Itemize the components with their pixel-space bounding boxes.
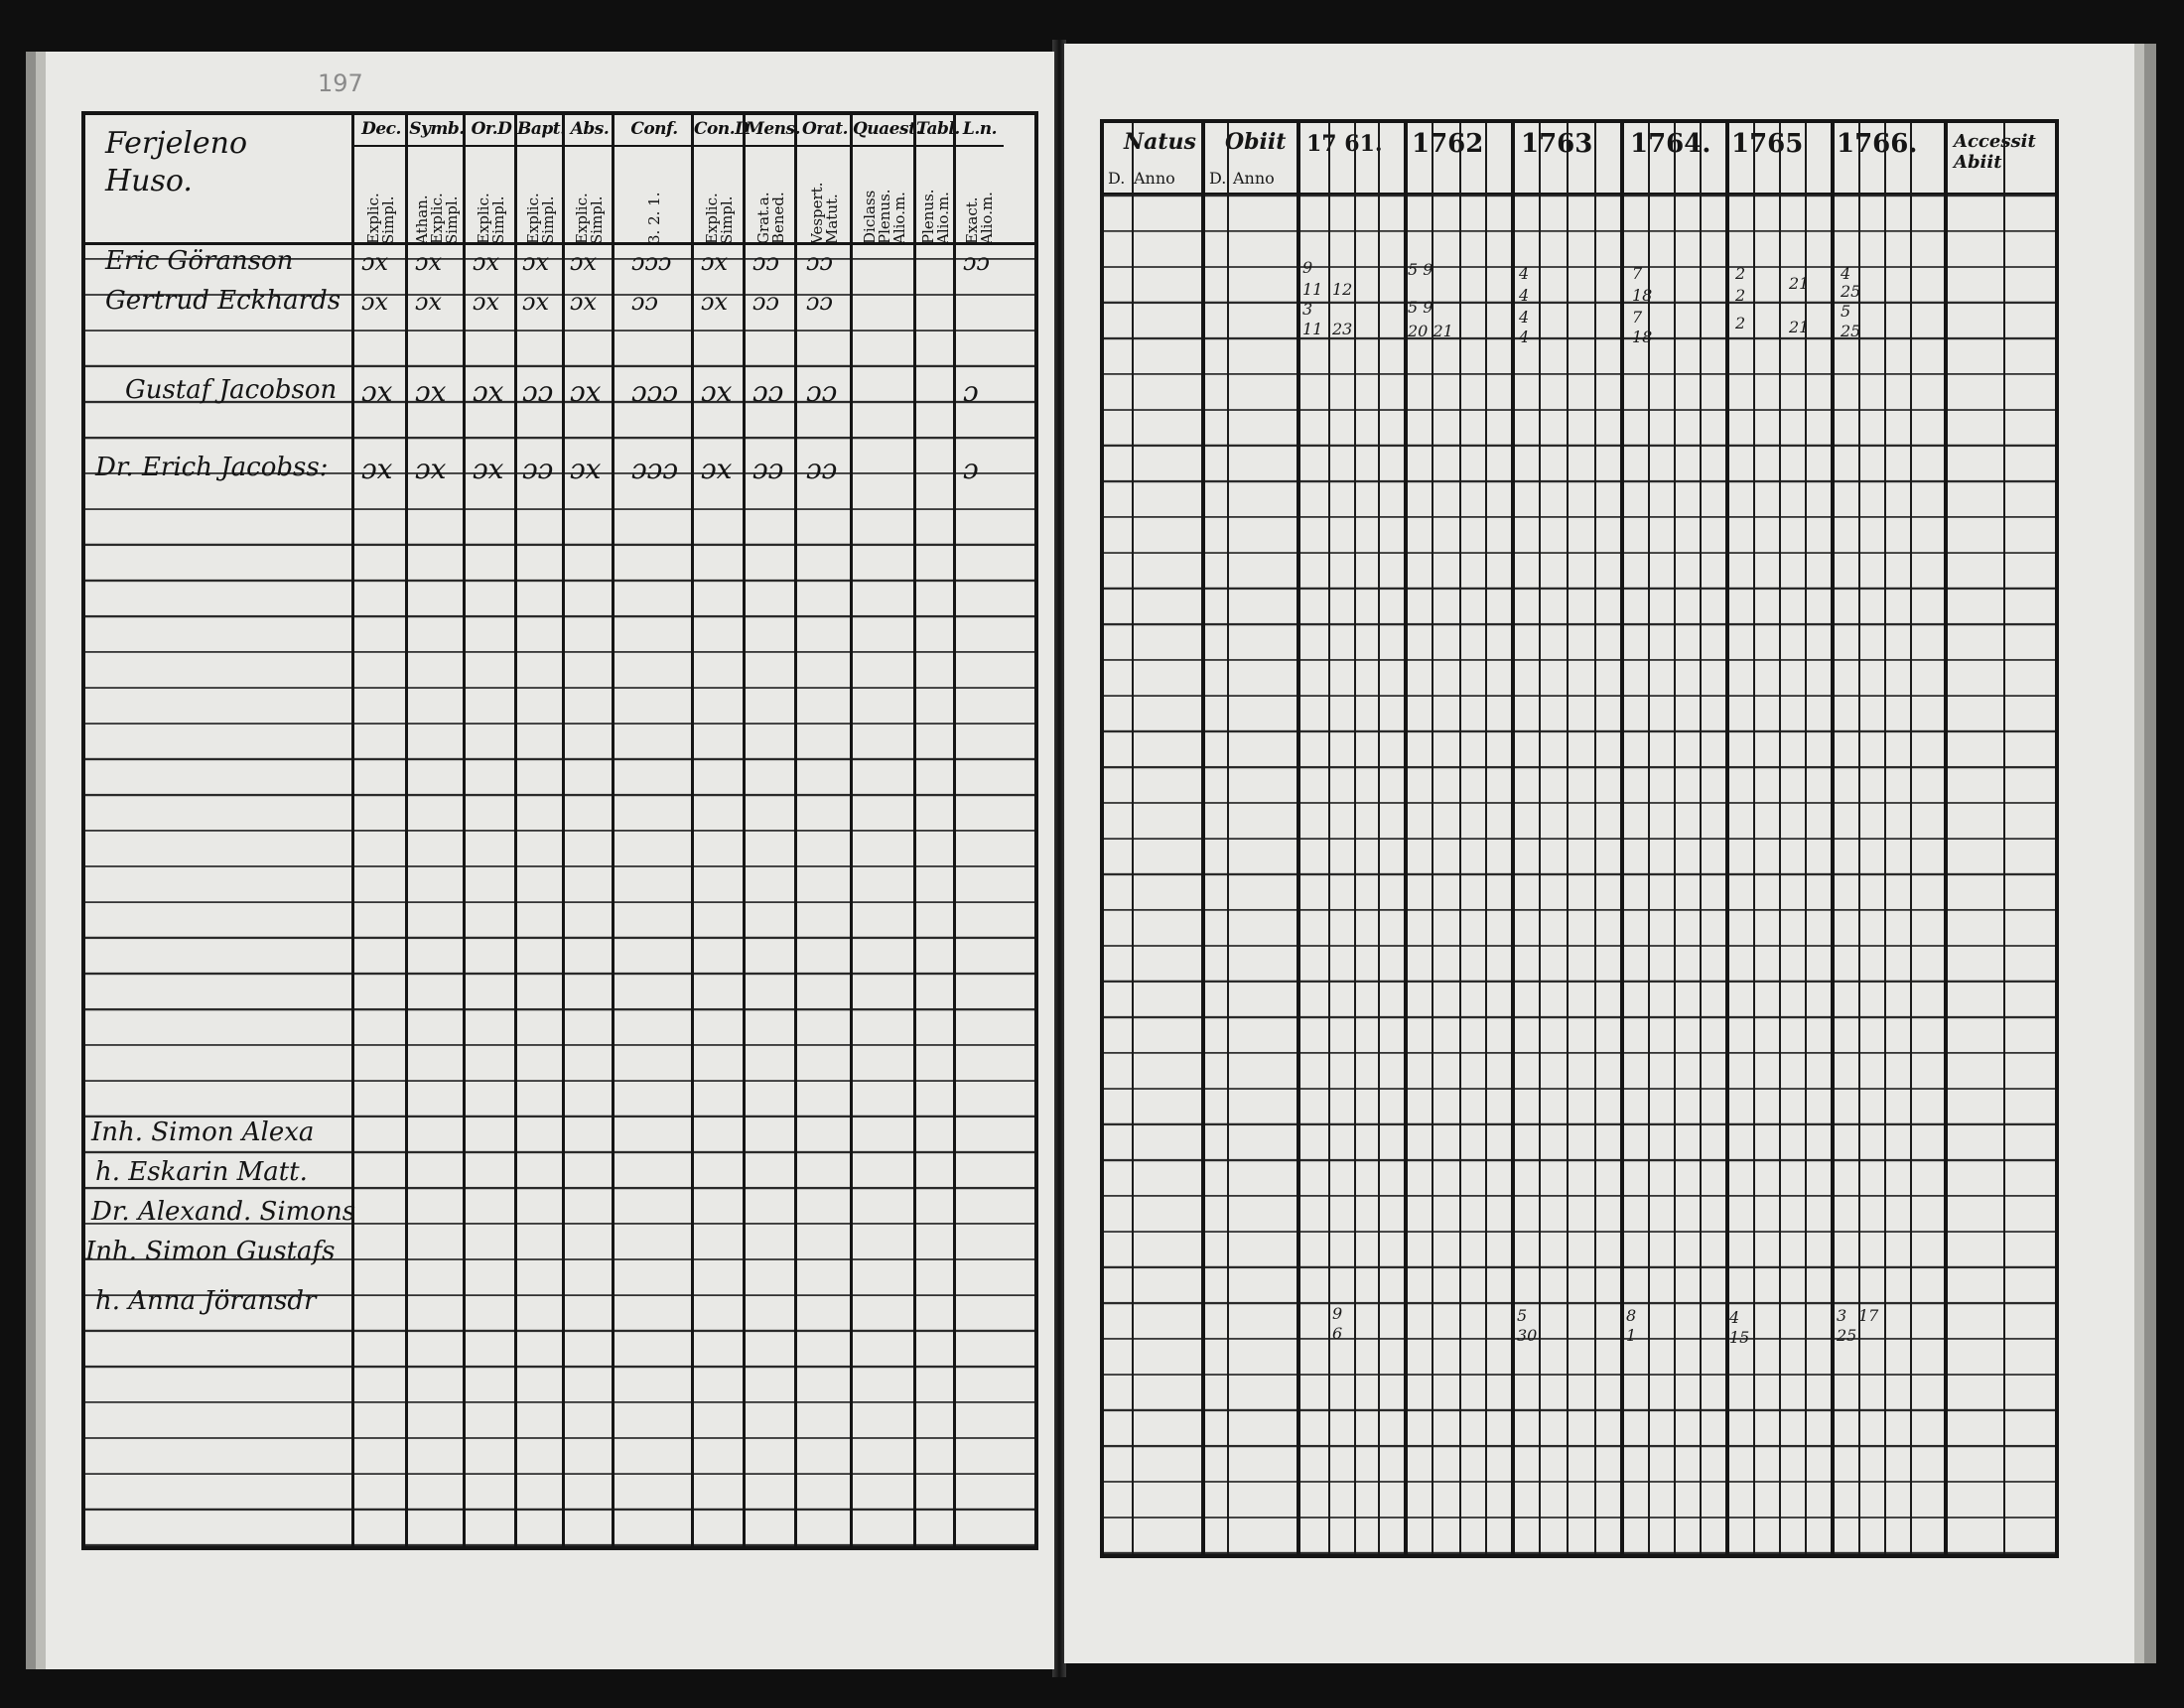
mark: ɔɔ xyxy=(806,453,838,485)
col-quaest-sub: Diclass Plenus. Alio.m. xyxy=(860,189,908,244)
col-symb-head: Symb. xyxy=(408,115,466,147)
mark: ɔɔ xyxy=(963,248,990,276)
date-number: 25 xyxy=(1837,1326,1857,1345)
accessit-abiit-head: Accessit Abiit xyxy=(1954,131,2036,173)
col-rule xyxy=(1567,123,1569,1554)
year-head-1762: 1762 xyxy=(1412,129,1484,159)
date-number: 9 xyxy=(1302,258,1313,277)
col-rule xyxy=(1753,123,1755,1554)
mark: ɔx xyxy=(361,248,388,276)
mark: ɔx xyxy=(701,288,728,316)
entry-name: Gertrud Eckhards xyxy=(105,286,341,316)
entry-name: Dr. Erich Jacobss: xyxy=(95,453,329,482)
col-ln-sub: Exact. Alio.m. xyxy=(963,192,996,244)
col-quaest-head: Quaest. xyxy=(853,115,916,147)
mark: ɔɔɔ xyxy=(631,248,672,276)
mark: ɔx xyxy=(361,453,393,485)
natus-head: Natus xyxy=(1124,129,1196,155)
col-rule xyxy=(1594,123,1596,1554)
col-bapt-sub: Explic. Simpl. xyxy=(524,193,557,244)
col-rule xyxy=(1944,123,1948,1554)
col-ln xyxy=(953,115,1004,1546)
col-rule xyxy=(1132,123,1134,1554)
year-head-1765: 1765 xyxy=(1731,129,1804,159)
col-bapt xyxy=(514,115,565,1546)
date-number: 7 xyxy=(1632,264,1643,283)
col-rule xyxy=(1328,123,1330,1554)
date-number: 1 xyxy=(1626,1326,1637,1345)
col-mens-sub: Grat.a. Bened. xyxy=(754,192,787,244)
date-number: 3 xyxy=(1837,1306,1847,1325)
date-number: 11 xyxy=(1302,280,1323,299)
year-head-1761: 17 61. xyxy=(1306,131,1383,157)
obiit-anno-label: Anno xyxy=(1233,169,1275,188)
date-number: 7 xyxy=(1632,308,1643,327)
col-conf-sub: 3. 2. 1. xyxy=(644,192,663,244)
lower-entry-name: h. Eskarin Matt. xyxy=(95,1157,308,1187)
col-rule xyxy=(1884,123,1886,1554)
date-number: 4 xyxy=(1519,328,1530,346)
date-number: 4 xyxy=(1519,308,1530,327)
date-number: 5 9 xyxy=(1408,260,1433,279)
col-mens-head: Mens. xyxy=(746,115,797,147)
col-cond-head: Con.D xyxy=(694,115,746,147)
mark: ɔx xyxy=(522,248,549,276)
date-number: 9 xyxy=(1332,1304,1343,1323)
date-number: 6 xyxy=(1332,1324,1343,1343)
mark: ɔɔ xyxy=(631,288,658,316)
col-rule xyxy=(2003,123,2005,1554)
date-number: 5 9 xyxy=(1408,298,1433,317)
natus-d-label: D. xyxy=(1108,169,1126,188)
mark: ɔɔ xyxy=(752,248,779,276)
col-rule xyxy=(1459,123,1461,1554)
mark: ɔx xyxy=(570,453,602,485)
mark: ɔx xyxy=(361,375,393,408)
mark: ɔ xyxy=(963,375,979,408)
col-orat xyxy=(794,115,853,1546)
lower-entry-name: Inh. Simon Gustafs xyxy=(85,1237,336,1266)
mark: ɔx xyxy=(415,248,442,276)
left-ledger-table xyxy=(81,111,1038,1550)
date-number: 18 xyxy=(1632,286,1653,305)
right-ledger-table xyxy=(1100,119,2059,1558)
mark: ɔx xyxy=(570,248,597,276)
mark: ɔɔ xyxy=(806,375,838,408)
date-number: 4 xyxy=(1729,1308,1740,1327)
mark: ɔɔ xyxy=(752,288,779,316)
lower-entry-name: Dr. Alexand. Simons xyxy=(91,1197,356,1227)
col-rule xyxy=(1485,123,1487,1554)
mark: ɔɔ xyxy=(806,248,833,276)
mark: ɔx xyxy=(473,248,499,276)
date-number: 8 xyxy=(1626,1306,1637,1325)
mark: ɔx xyxy=(701,375,733,408)
col-rule xyxy=(1779,123,1781,1554)
mark: ɔx xyxy=(570,375,602,408)
col-tabl xyxy=(913,115,960,1546)
mark: ɔx xyxy=(701,248,728,276)
col-cond-sub: Explic. Simpl. xyxy=(703,193,736,244)
col-orat-head: Orat. xyxy=(797,115,853,147)
col-rule xyxy=(1354,123,1356,1554)
col-abs-head: Abs. xyxy=(565,115,614,147)
col-bapt-head: Bapt. xyxy=(517,115,565,147)
col-symb xyxy=(405,115,466,1546)
date-number: 12 xyxy=(1332,280,1353,299)
date-number: 5 xyxy=(1841,302,1851,321)
col-conf-head: Conf. xyxy=(614,115,694,147)
col-mens xyxy=(743,115,800,1546)
mark: ɔx xyxy=(473,288,499,316)
col-conf xyxy=(612,115,694,1546)
mark: ɔx xyxy=(473,375,504,408)
col-ord-head: Or.D xyxy=(466,115,517,147)
natus-anno-label: Anno xyxy=(1134,169,1175,188)
lower-entry-name: h. Anna Jöransdr xyxy=(95,1286,317,1316)
col-symb-sub: Athan. Explic. Simpl. xyxy=(412,193,461,244)
col-dec-sub: Explic. Simpl. xyxy=(364,193,397,244)
lower-entry-name: Inh. Simon Alexa xyxy=(91,1117,315,1147)
entry-name: Eric Göranson xyxy=(105,246,294,276)
col-rule xyxy=(1297,123,1300,1554)
date-number: 4 xyxy=(1519,286,1530,305)
date-number: 4 xyxy=(1841,264,1851,283)
col-rule xyxy=(1700,123,1702,1554)
col-tabl-sub: Plenus. Alio.m. xyxy=(919,189,952,244)
mark: ɔx xyxy=(570,288,597,316)
year-head-1766: 1766. xyxy=(1837,129,1918,159)
col-tabl-head: Tabl. xyxy=(916,115,956,147)
col-rule xyxy=(1831,123,1835,1554)
mark: ɔɔɔ xyxy=(631,453,679,485)
date-number: 23 xyxy=(1332,320,1353,338)
mark: ɔx xyxy=(522,288,549,316)
col-rule xyxy=(1511,123,1515,1554)
col-rule xyxy=(1378,123,1380,1554)
mark: ɔ xyxy=(963,453,979,485)
date-number: 5 xyxy=(1517,1306,1528,1325)
mark: ɔɔ xyxy=(522,375,554,408)
mark: ɔx xyxy=(415,288,442,316)
col-rule xyxy=(1620,123,1624,1554)
mark: ɔx xyxy=(415,453,447,485)
col-cond xyxy=(691,115,750,1546)
mark: ɔɔ xyxy=(752,375,784,408)
date-number: 25 xyxy=(1841,282,1861,301)
col-rule xyxy=(1201,123,1205,1554)
mark: ɔx xyxy=(361,288,388,316)
col-orat-sub: Vespert. Matut. xyxy=(808,182,841,244)
obiit-head: Obiit xyxy=(1225,129,1287,155)
date-number: 18 xyxy=(1632,328,1653,346)
date-number: 11 xyxy=(1302,320,1323,338)
date-number: 4 xyxy=(1519,264,1530,283)
col-abs-sub: Explic. Simpl. xyxy=(573,193,606,244)
date-number: 21 xyxy=(1789,274,1810,293)
mark: ɔx xyxy=(473,453,504,485)
year-head-1763: 1763 xyxy=(1521,129,1593,159)
col-quaest xyxy=(850,115,921,1546)
date-number: 30 xyxy=(1517,1326,1538,1345)
year-head-1764: 1764. xyxy=(1630,129,1711,159)
col-ord-sub: Explic. Simpl. xyxy=(475,193,507,244)
date-number: 17 xyxy=(1858,1306,1879,1325)
date-number: 2 xyxy=(1735,286,1746,305)
date-number: 20 21 xyxy=(1408,322,1453,340)
col-rule xyxy=(1674,123,1676,1554)
mark: ɔɔ xyxy=(806,288,833,316)
date-number: 2 xyxy=(1735,314,1746,332)
date-number: 25 xyxy=(1841,322,1861,340)
entry-name: Gustaf Jacobson xyxy=(125,375,338,405)
mark: ɔɔ xyxy=(752,453,784,485)
col-ln-head: L.n. xyxy=(956,115,1004,147)
mark: ɔx xyxy=(415,375,447,408)
col-rule xyxy=(1227,123,1229,1554)
col-abs xyxy=(562,115,614,1546)
col-dec xyxy=(351,115,408,1546)
ledger-heading: Ferjeleno Huso. xyxy=(105,126,248,198)
col-rule xyxy=(1910,123,1912,1554)
date-number: 15 xyxy=(1729,1328,1750,1347)
mark: ɔɔ xyxy=(522,453,554,485)
obiit-d-label: D. xyxy=(1209,169,1227,188)
page-number: 197 xyxy=(318,69,363,97)
col-ord xyxy=(463,115,517,1546)
col-rule xyxy=(1539,123,1541,1554)
date-number: 21 xyxy=(1789,318,1810,336)
mark: ɔɔɔ xyxy=(631,375,679,408)
col-dec-head: Dec. xyxy=(354,115,408,147)
mark: ɔx xyxy=(701,453,733,485)
col-rule xyxy=(1805,123,1807,1554)
date-number: 2 xyxy=(1735,264,1746,283)
date-number: 3 xyxy=(1302,300,1313,319)
